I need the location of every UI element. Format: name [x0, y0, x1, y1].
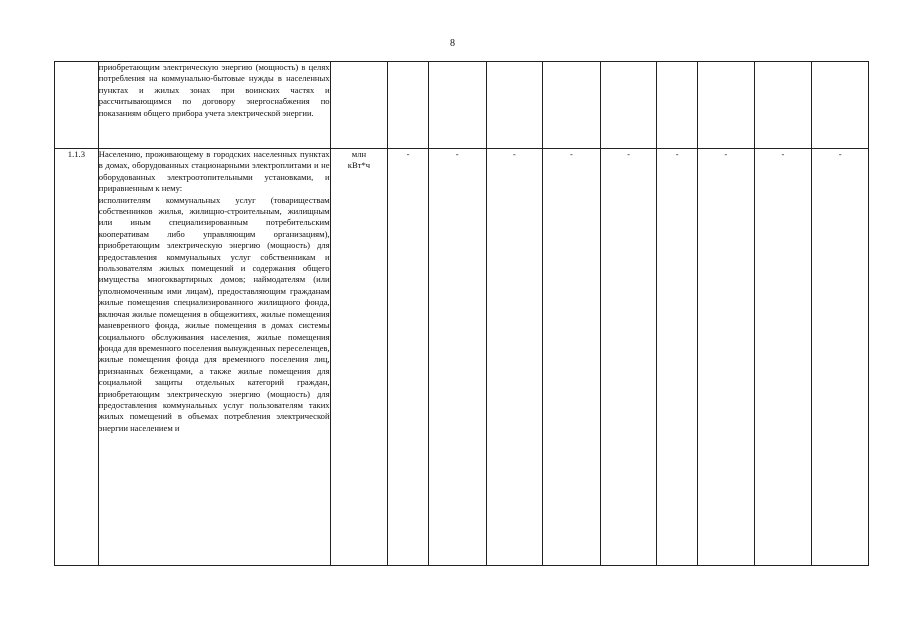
description-cell: приобретающим электрическую энергию (мощность) в целях потребления на коммунально-бытовые нужды в населенных пунктах и жилых зонах при воинских частях и рассчитывающимся по договору энергоснабжения по показаниям общего прибора учета электрической энергии.	[98, 62, 330, 149]
value-cell	[428, 62, 486, 149]
unit-cell	[330, 149, 388, 566]
value-cell	[543, 62, 601, 149]
description-body: исполнителям коммунальных услуг (товариществам собственников жилья, жилищно-строительным, жилищным или иным специализированным потребительским кооперативам либо управляющим организациям), приобретающим электрическую энергию (мощность) для предоставления коммунальных услуг собственникам и пользователям жилых помещений и содержания общего имущества многоквартирных домов; наймодателям (или уполномоченным ими лицам), предоставляющим гражданам жилые помещения специализированного жилищного фонда, включая жилые помещения в общежитиях, жилые помещения маневренного фонда, жилые помещения в домах системы социального обслуживания населения, жилые помещения фонда для временного поселения вынужденных переселенцев, жилые помещения фонда для временного поселения лиц, признанных беженцами, а также жилые помещения для социальной защиты отдельных категорий граждан, приобретающим электрическую энергию (мощность) для предоставления коммунальных услуг пользователям таких жилых помещений в объемах потребления электрической энергии населением и	[98, 194, 330, 433]
tariff-table	[54, 61, 869, 566]
value-cell: -	[486, 149, 543, 566]
value-cell: -	[428, 149, 486, 566]
value-cell: -	[812, 149, 869, 566]
unit-cell	[330, 62, 388, 149]
description-intro: Населению, проживающему в городских населенных пунктах в домах, оборудованных стационарными электроплитами и не оборудованных электроотопительными установками, и приравненным к нему:	[98, 149, 330, 194]
description-cell	[98, 149, 330, 566]
value-cell: -	[657, 149, 698, 566]
value-cell	[657, 62, 698, 149]
row-number-cell	[55, 62, 99, 149]
value-cell	[812, 62, 869, 149]
value-cell	[697, 62, 754, 149]
value-cell: -	[754, 149, 812, 566]
table-row	[55, 62, 869, 149]
value-cell: -	[697, 149, 754, 566]
row-number-cell: 1.1.3	[55, 149, 99, 566]
value-cell: -	[543, 149, 601, 566]
value-cell: -	[600, 149, 657, 566]
table-row	[55, 149, 869, 566]
unit-line: кВт*ч	[347, 160, 371, 171]
page-number: 8	[450, 38, 455, 49]
value-cell: -	[388, 149, 429, 566]
value-cell	[600, 62, 657, 149]
unit-line: млн	[351, 149, 367, 159]
value-cell	[388, 62, 429, 149]
value-cell	[486, 62, 543, 149]
value-cell	[754, 62, 812, 149]
